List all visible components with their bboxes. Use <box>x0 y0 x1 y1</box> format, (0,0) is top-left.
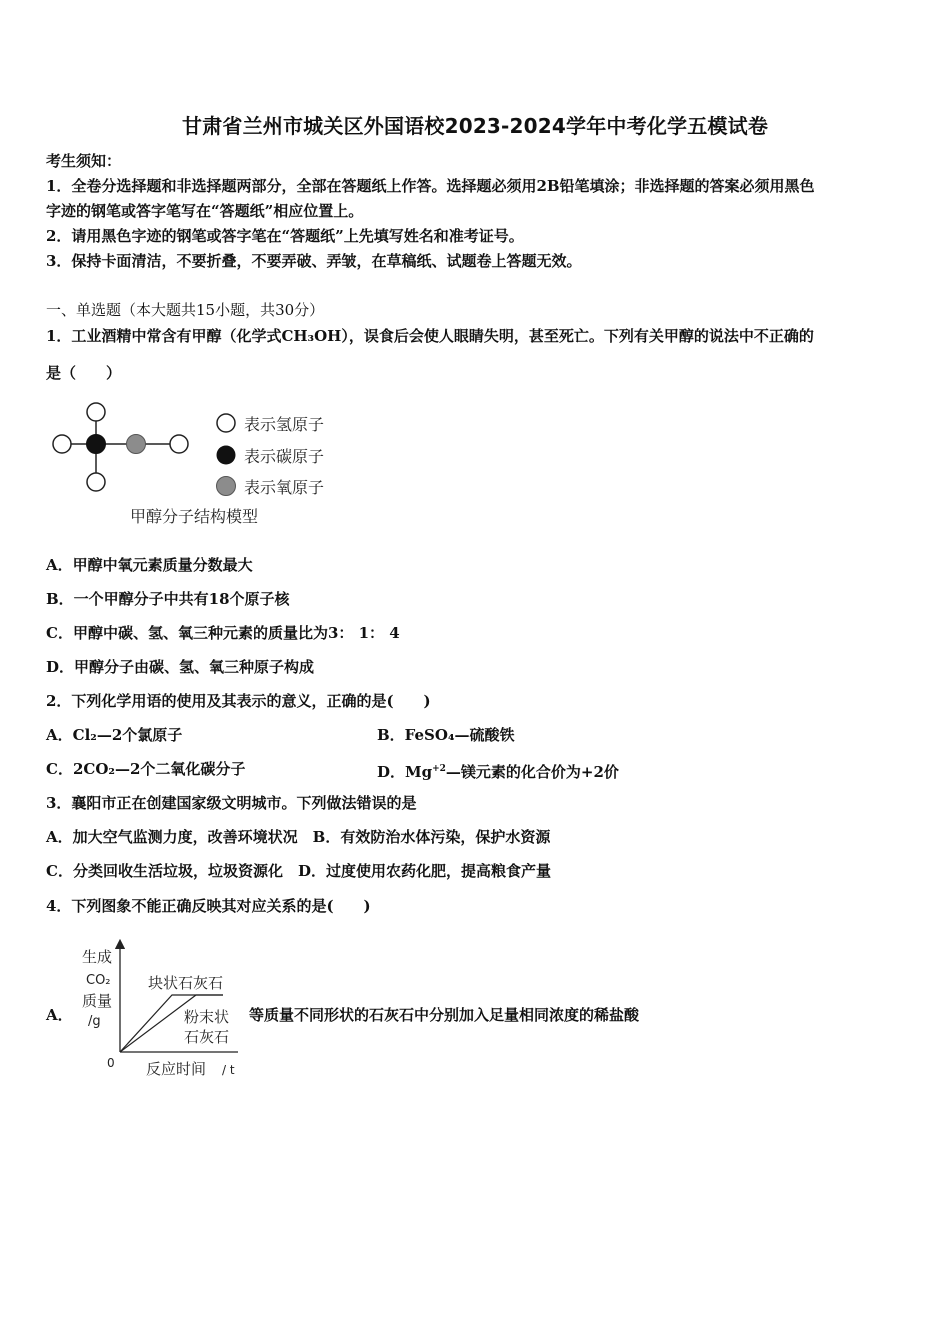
graph-x-unit: / t <box>222 1063 235 1077</box>
section-heading: 一、单选题（本大题共15小题，共30分） <box>46 301 325 319</box>
q4-stem: 4．下列图象不能正确反映其对应关系的是( ) <box>46 897 371 915</box>
graph-ylabel-2: CO₂ <box>86 973 111 988</box>
co2-reaction-graph <box>78 936 243 1081</box>
q2-option-a: A．Cl₂—2个氯原子 <box>46 726 183 744</box>
graph-line-lump-label: 块状石灰石 <box>148 974 224 992</box>
q3-stem: 3．襄阳市正在创建国家级文明城市。下列做法错误的是 <box>46 794 417 812</box>
q1-option-a: A．甲醇中氧元素质量分数最大 <box>46 556 253 574</box>
graph-xlabel: 反应时间 <box>146 1060 207 1078</box>
q2-stem: 2．下列化学用语的使用及其表示的意义，正确的是( ) <box>46 692 431 710</box>
q1-stem-a: 1．工业酒精中常含有甲醇（化学式CH₃OH），误食后会使人眼睛失明，甚至死亡。下列有关甲醇的说法中不正确的 <box>46 327 814 345</box>
legend-oxygen-label: 表示氧原子 <box>244 478 325 497</box>
graph-y-unit: /g <box>88 1014 101 1029</box>
hydrogen-atom-right <box>170 435 188 453</box>
notice-line-1b: 字迹的钢笔或答字笔写在“答题纸”相应位置上。 <box>46 202 364 220</box>
hydrogen-atom-left <box>53 435 71 453</box>
q2-option-d <box>377 758 619 783</box>
graph-line-powder-label-b: 石灰石 <box>184 1028 230 1046</box>
q1-option-b: B．一个甲醇分子中共有18个原子核 <box>46 590 290 608</box>
q1-option-c: C．甲醇中碳、氢、氧三种元素的质量比为3： 1： 4 <box>46 624 400 642</box>
page-title: 甘肃省兰州市城关区外国语校2023-2024学年中考化学五模试卷 <box>181 114 769 138</box>
hydrogen-atom-top <box>87 403 105 421</box>
hydrogen-atom-bottom <box>87 473 105 491</box>
q2-option-b: B．FeSO₄—硫酸铁 <box>377 726 515 744</box>
graph-origin: 0 <box>107 1056 115 1070</box>
q4-option-a-text: 等质量不同形状的石灰石中分别加入足量相同浓度的稀盐酸 <box>249 1006 640 1024</box>
oxygen-atom <box>127 435 146 454</box>
q4-option-a-label: A． <box>46 1006 73 1024</box>
notice-line-1a: 1．全卷分选择题和非选择题两部分，全部在答题纸上作答。选择题必须用2B铅笔填涂；非选择题的答案必须用黑色 <box>46 177 815 195</box>
q1-option-d: D．甲醇分子由碳、氢、氧三种原子构成 <box>46 658 315 676</box>
graph-ylabel-1: 生成 <box>82 948 113 966</box>
notice-heading: 考生须知： <box>46 152 122 170</box>
notice-line-2: 2．请用黑色字迹的钢笔或答字笔在“答题纸”上先填写姓名和准考证号。 <box>46 227 524 245</box>
q3-options-ab: A．加大空气监测力度，改善环境状况 B．有效防治水体污染，保护水资源 <box>46 828 551 846</box>
q2-option-d-suffix: —镁元素的化合价为+2价 <box>445 763 619 781</box>
graph-ylabel-3: 质量 <box>82 992 113 1010</box>
legend-hydrogen-icon <box>217 414 235 432</box>
q2-option-c: C．2CO₂—2个二氧化碳分子 <box>46 760 246 778</box>
legend-carbon-label: 表示碳原子 <box>244 447 325 466</box>
q2-option-d-prefix: D．Mg <box>377 763 433 781</box>
carbon-atom <box>87 435 106 454</box>
graph-line-powder-label-a: 粉末状 <box>184 1008 230 1026</box>
legend-carbon-icon <box>217 446 236 465</box>
q2-option-d-superscript: +2 <box>432 764 446 774</box>
notice-line-3: 3．保持卡面清洁，不要折叠，不要弄破、弄皱，在草稿纸、试题卷上答题无效。 <box>46 252 582 270</box>
legend-hydrogen-label: 表示氢原子 <box>244 415 325 434</box>
model-caption: 甲醇分子结构模型 <box>130 507 259 526</box>
methanol-model-diagram <box>46 398 356 533</box>
q3-options-cd: C．分类回收生活垃圾，垃圾资源化 D．过度使用农药化肥，提高粮食产量 <box>46 862 551 880</box>
legend-oxygen-icon <box>217 477 236 496</box>
q1-stem-b: 是（ ） <box>46 364 122 382</box>
